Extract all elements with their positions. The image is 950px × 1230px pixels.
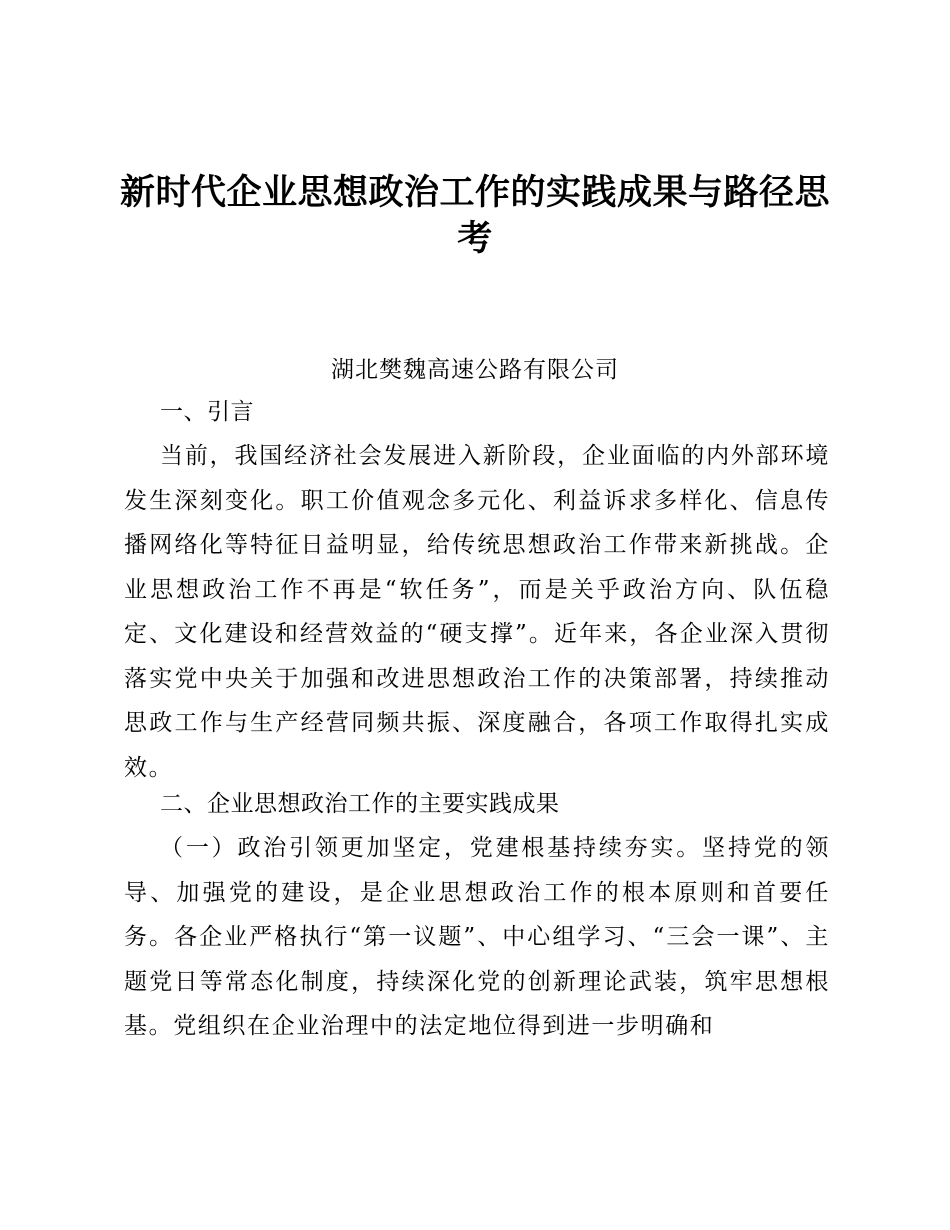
section-heading-introduction: 一、引言: [160, 399, 254, 425]
section-heading-practice-results: 二、企业思想政治工作的主要实践成果: [160, 791, 560, 817]
introduction-paragraph: 当前，我国经济社会发展进入新阶段，企业面临的内外部环境发生深刻变化。职工价值观念多元化、利益诉求多样化、信息传播网络化等特征日益明显，给传统思想政治工作带来新挑战。企业思想政治工作不再是“软任务”，而是关乎政治方向、队伍稳定、文化建设和经营效益的“硬支撑”。近年来，各企业深入贯彻落实党中央关于加强和改进思想政治工作的决策部署，持续推动思政工作与生产经营同频共振、深度融合，各项工作取得扎实成效。: [124, 443, 830, 781]
practice-results-paragraph: （一）政治引领更加坚定，党建根基持续夯实。坚持党的领导、加强党的建设，是企业思想政治工作的根本原则和首要任务。各企业严格执行“第一议题”、中心组学习、“三会一课”、主题党日等常态化制度，持续深化党的创新理论武装，筑牢思想根基。党组织在企业治理中的法定地位得到进一步明确和: [124, 835, 830, 1039]
document-title: 新时代企业思想政治工作的实践成果与路径思考: [120, 172, 831, 259]
organization-name: 湖北樊魏高速公路有限公司: [331, 357, 619, 383]
